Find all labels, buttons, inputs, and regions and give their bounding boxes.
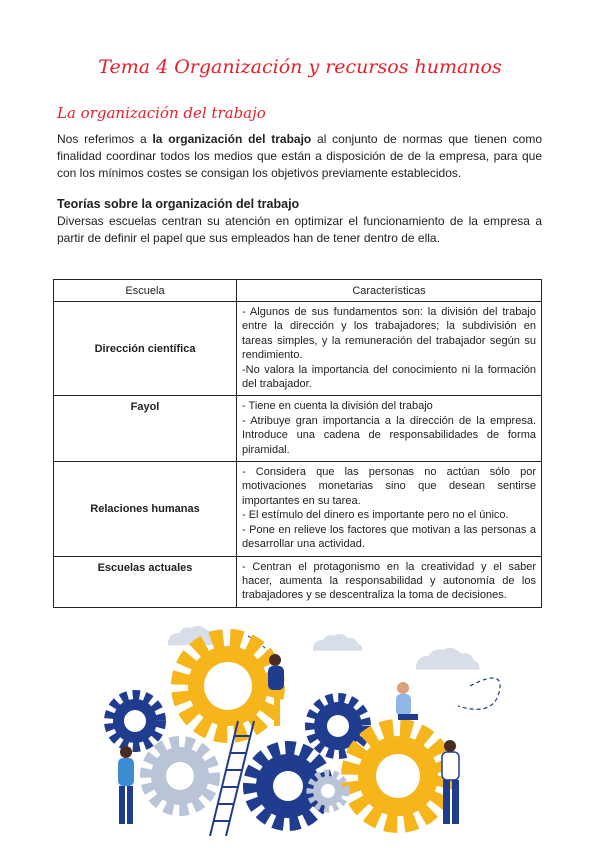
school-name: Relaciones humanas	[54, 462, 237, 556]
characteristic-line: - Considera que las personas no actúan sólo por motivaciones monetarias sino que desean sentirse importantes en su tarea.	[242, 466, 536, 507]
table-row	[54, 556, 542, 607]
characteristic-line: - Tiene en cuenta la división del trabajo	[242, 400, 433, 413]
theories-heading: Teorías sobre la organización del trabajo	[57, 197, 300, 211]
gear-icon	[146, 742, 214, 810]
school-name: Fayol	[54, 396, 237, 462]
page-title: Tema 4 Organización y recursos humanos	[98, 56, 502, 78]
intro-paragraph	[57, 131, 542, 182]
section-subtitle: La organización del trabajo	[57, 104, 266, 122]
table-row	[54, 302, 542, 396]
gear-icon	[109, 695, 161, 747]
characteristic-line: - Pone en relieve los factores que motivan a las personas a desarrollar una actividad.	[242, 523, 536, 551]
header-school: Escuela	[54, 280, 237, 302]
header-characteristics: Características	[237, 280, 542, 302]
dashed-swirl	[458, 678, 500, 709]
cloud-icon	[313, 634, 362, 651]
school-characteristics	[237, 302, 542, 396]
person-figure	[396, 682, 418, 720]
characteristic-line: - Algunos de sus fundamentos son: la división del trabajo entre la dirección y los trabajadores; la subdivisión en tareas simples, y la remuneración del trabajador según su rendimiento.	[242, 306, 536, 362]
characteristic-line: - Atribuye gran importancia a la dirección de la empresa. Introduce una cadena de responsabilidades de forma piramidal.	[242, 414, 536, 456]
school-name: Dirección científica	[54, 302, 237, 396]
school-characteristics	[237, 462, 542, 556]
theories-paragraph: Diversas escuelas centran su atención en optimizar el funcionamiento de la empresa a partir de definir el papel que sus empleados han de tener dentro de ella.	[57, 214, 542, 245]
person-figure	[118, 746, 134, 824]
schools-table	[53, 279, 542, 608]
gear-icon	[180, 638, 276, 734]
school-characteristics	[237, 396, 542, 462]
table-header-row	[54, 280, 542, 302]
characteristic-line: - El estímulo del dinero es importante pero no el único.	[242, 509, 509, 522]
school-name: Escuelas actuales	[54, 556, 237, 607]
table-row	[54, 396, 542, 462]
characteristic-line: - Centran el protagonismo en la creatividad y el saber hacer, aumenta la responsabilidad y autonomía de los trabajadores y se descentraliza la toma de decisiones.	[242, 560, 536, 602]
intro-bold-term: la organización del trabajo	[152, 132, 312, 146]
cloud-icon	[416, 648, 479, 670]
intro-suffix: al conjunto de normas que tienen como finalidad coordinar todos los medios que están a disposición de de la empresa, para que con los mínimos costes se consigan los objetivos previamente establecidos.	[57, 132, 543, 180]
school-characteristics	[237, 556, 542, 607]
intro-prefix: Nos referimos a	[57, 132, 153, 146]
characteristic-line: -No valora la importancia del conocimiento ni la formación del trabajador.	[242, 363, 536, 391]
teamwork-gears-illustration	[98, 626, 518, 836]
table-row	[54, 462, 542, 556]
